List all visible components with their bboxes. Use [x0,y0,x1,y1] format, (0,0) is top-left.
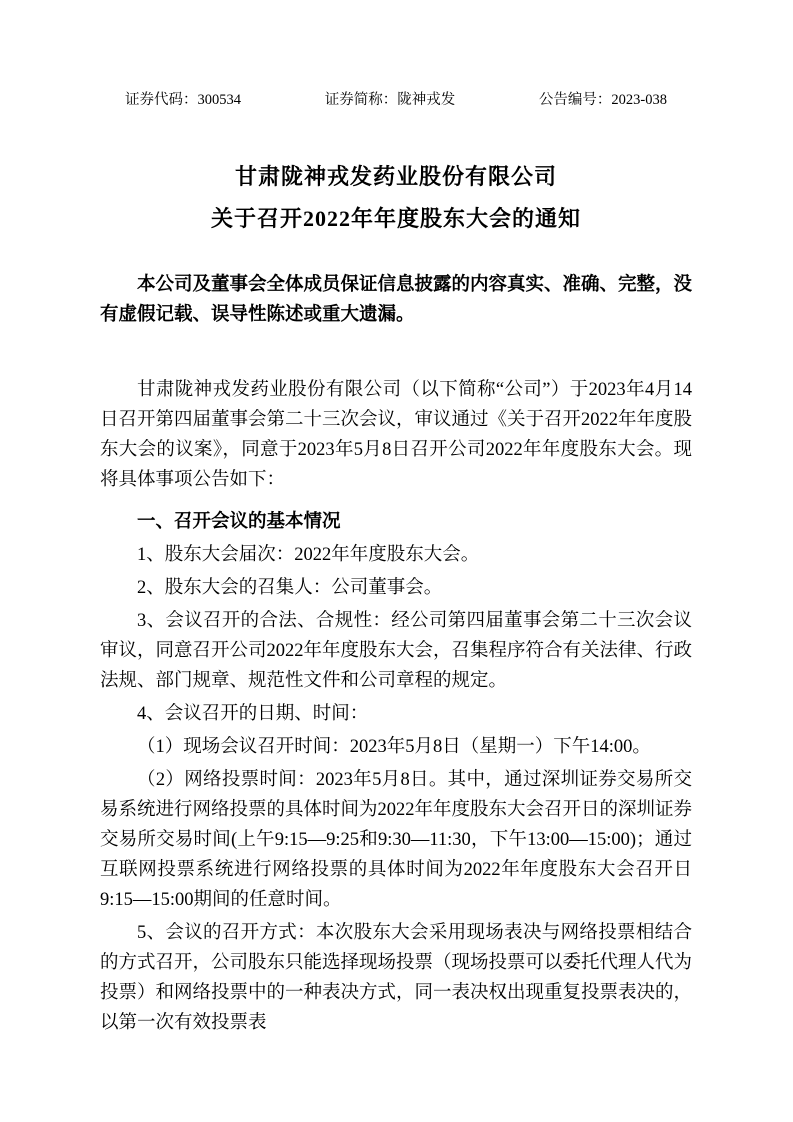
item-date-time-heading: 4、会议召开的日期、时间： [137,704,369,724]
title-block [100,156,692,240]
stock-code: 证券代码：300534 [125,92,241,108]
item-meeting-session: 1、股东大会届次：2022年年度股东大会。 [137,545,480,565]
disclaimer-paragraph: 本公司及董事会全体成员保证信息披露的内容真实、准确、完整，没有虚假记载、误导性陈述或重大遗漏。 [100,275,693,325]
item-onsite-meeting-time: （1）现场会议召开时间：2023年5月8日（星期一）下午14:00。 [137,737,651,757]
document-header [125,90,667,110]
notice-title: 关于召开2022年年度股东大会的通知 [210,206,581,231]
item-online-voting-time: （2）网络投票时间：2023年5月8日。其中，通过深圳证券交易所交易系统进行网络投票的具体时间为2022年年度股东大会召开日的深圳证券交易所交易时间(上午9:15—9:25和9:30—11:30，下午13:00—15:00)；通过互联网投票系统进行网络投票的具体时间为2022年年度股东大会召开日9:15—15:00期间的任意时间。 [100,770,693,910]
item-meeting-method: 5、会议的召开方式：本次股东大会采用现场表决与网络投票相结合的方式召开，公司股东只能选择现场投票（现场投票可以委托代理人代为投票）和网络投票中的一种表决方式，同一表决权出现重复投票表决的，以第一次有效投票表 [100,923,693,1033]
announcement-number: 公告编号：2023-038 [538,92,667,108]
item-legality: 3、会议召开的合法、合规性：经公司第四届董事会第二十三次会议审议，同意召开公司2022年年度股东大会，召集程序符合有关法律、行政法规、部门规章、规范性文件和公司章程的规定。 [100,611,693,691]
company-name-title: 甘肃陇神戎发药业股份有限公司 [234,164,557,189]
document-body [100,375,692,1038]
section-heading-basic-info: 一、召开会议的基本情况 [137,512,341,532]
intro-paragraph: 甘肃陇神戎发药业股份有限公司（以下简称“公司”）于2023年4月14日召开第四届董事会第二十三次会议，审议通过《关于召开2022年年度股东大会的议案》，同意于2023年5月8日召开公司2022年年度股东大会。现将具体事项公告如下： [100,380,693,490]
item-convener: 2、股东大会的召集人：公司董事会。 [137,578,443,598]
stock-short-name: 证券简称：陇神戎发 [324,92,456,108]
